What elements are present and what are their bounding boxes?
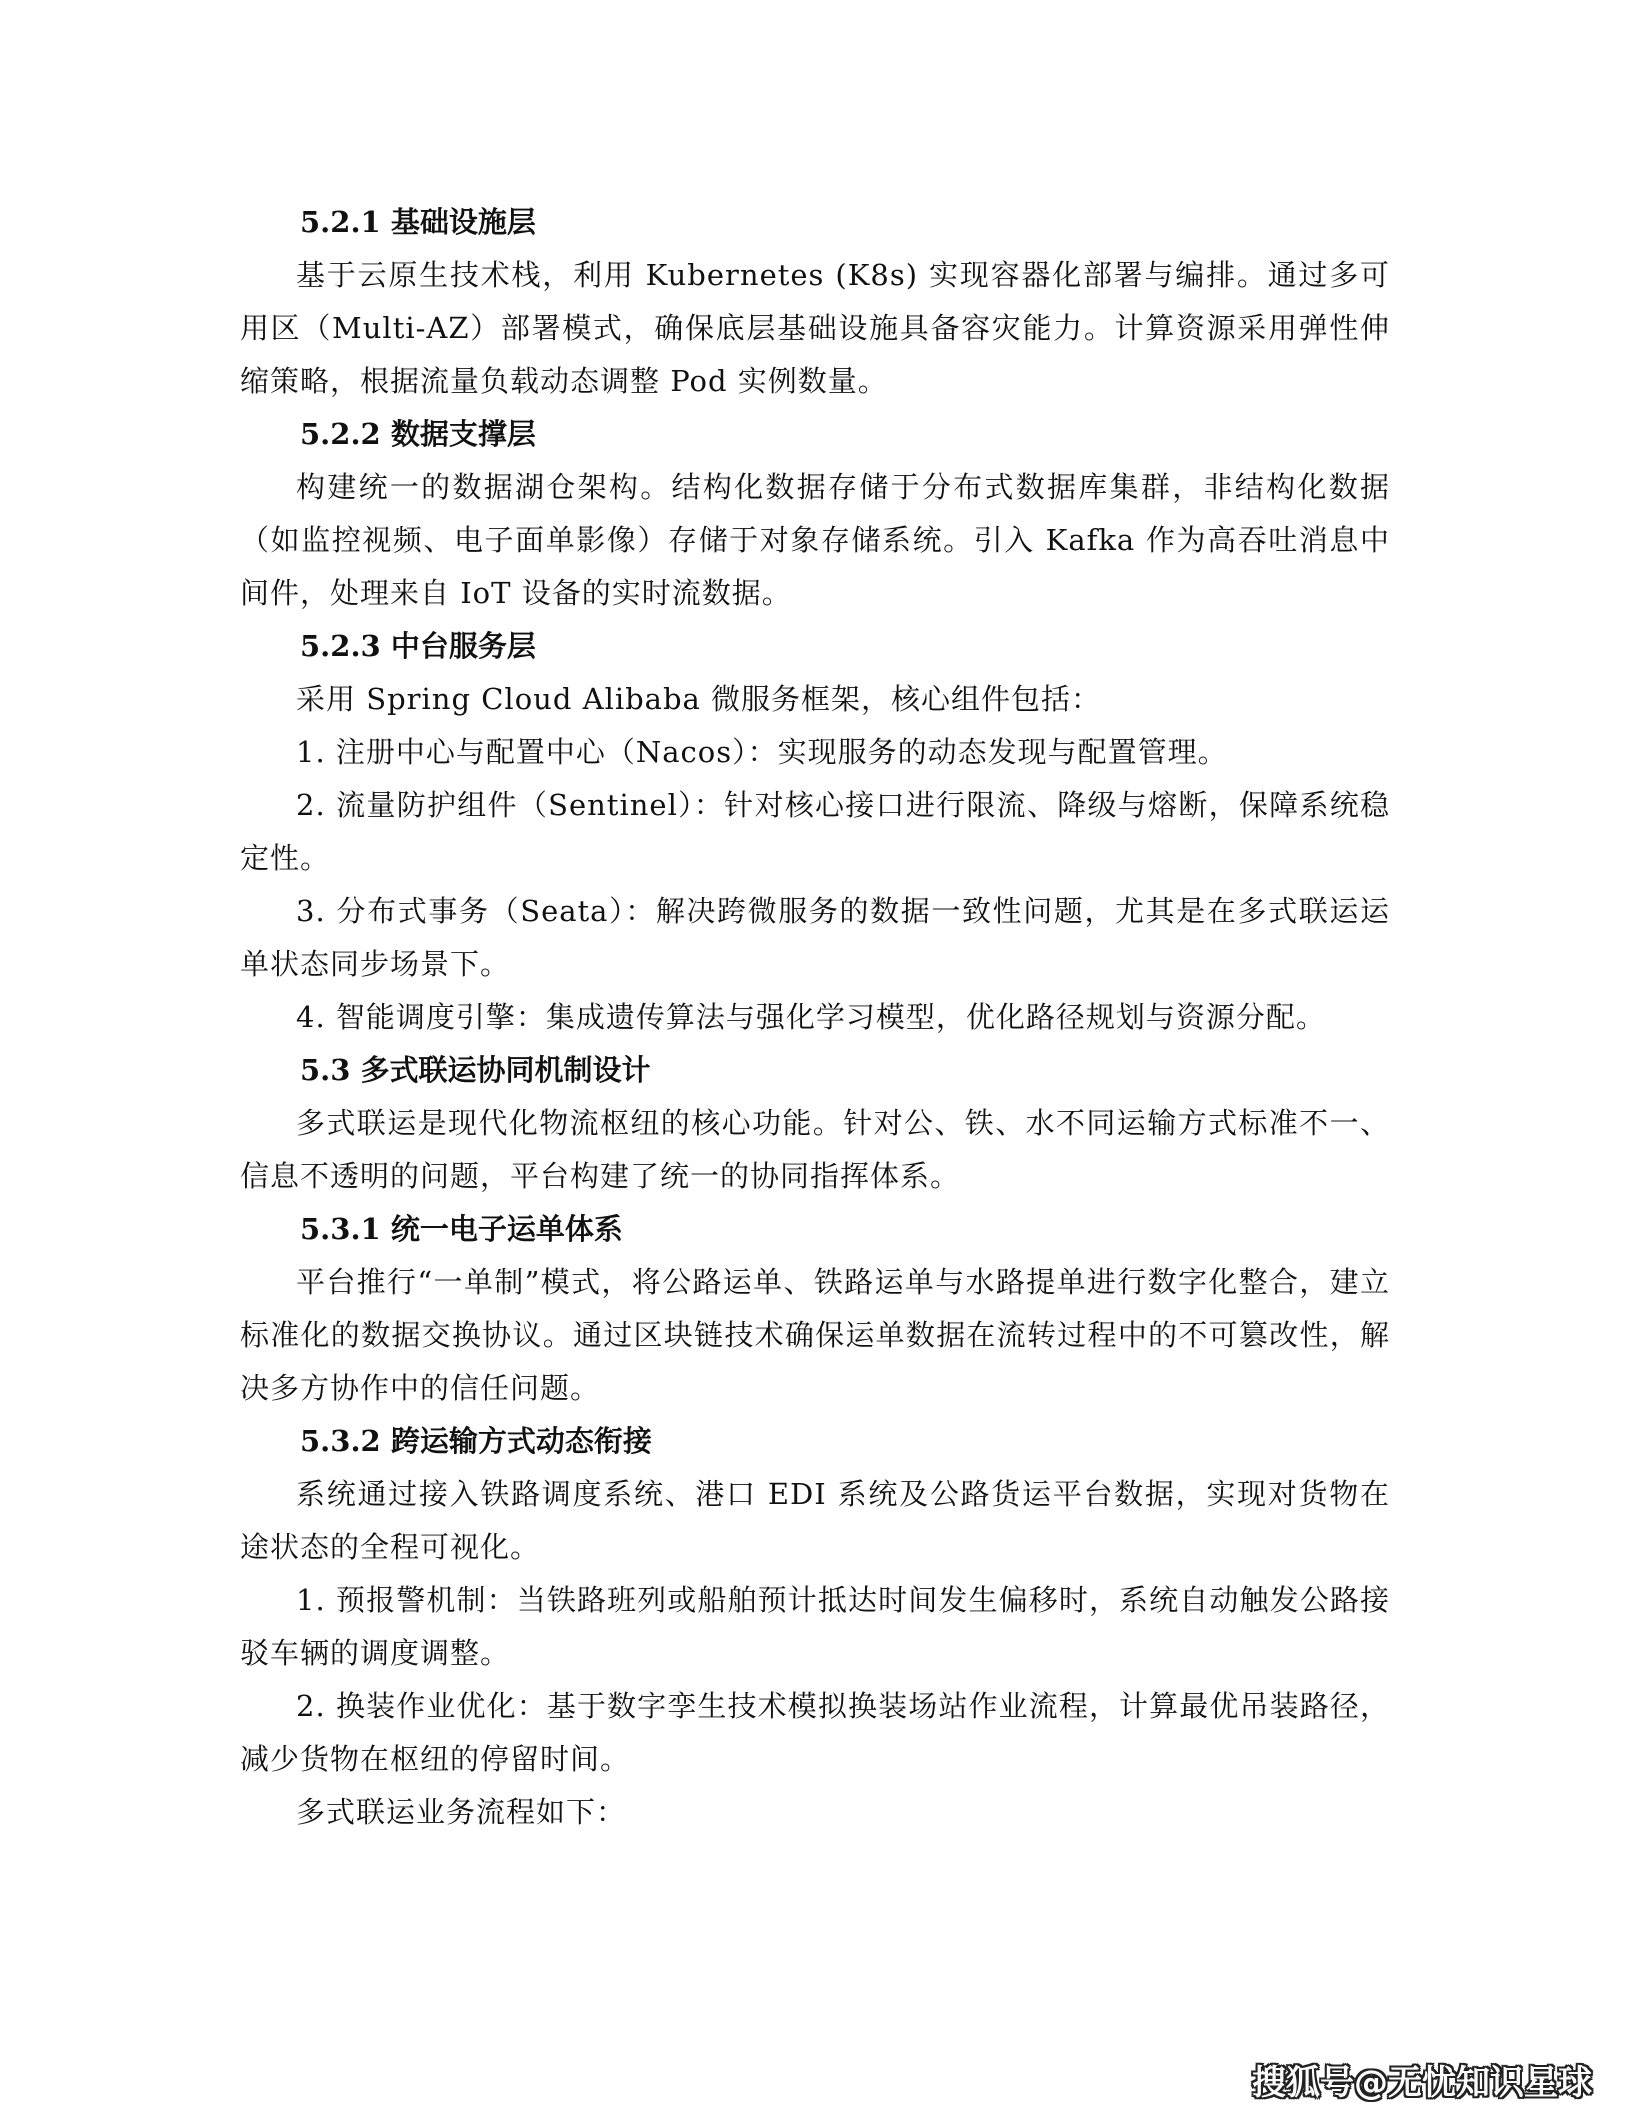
paragraph: 基于云原生技术栈，利用 Kubernetes (K8s) 实现容器化部署与编排。通过多可用区（Multi-AZ）部署模式，确保底层基础设施具备容灾能力。计算资源采用弹性伸缩策略，根据流量负载动态调整 Pod 实例数量。 xyxy=(240,258,1390,398)
section-heading: 5.3.2 跨运输方式动态衔接 xyxy=(300,1424,652,1458)
paragraph: 构建统一的数据湖仓架构。结构化数据存储于分布式数据库集群，非结构化数据（如监控视频、电子面单影像）存储于对象存储系统。引入 Kafka 作为高吞吐消息中间件，处理来自 IoT 设备的实时流数据。 xyxy=(240,470,1390,610)
list-item: 1. 预报警机制：当铁路班列或船舶预计抵达时间发生偏移时，系统自动触发公路接驳车辆的调度调整。 xyxy=(240,1583,1390,1670)
paragraph: 采用 Spring Cloud Alibaba 微服务框架，核心组件包括： xyxy=(296,682,1102,716)
paragraph: 系统通过接入铁路调度系统、港口 EDI 系统及公路货运平台数据，实现对货物在途状态的全程可视化。 xyxy=(240,1477,1390,1564)
paragraph: 多式联运业务流程如下： xyxy=(296,1795,627,1829)
watermark: 搜狐号@无忧知识星球 xyxy=(1252,2063,1592,2103)
section-heading: 5.3.1 统一电子运单体系 xyxy=(300,1212,623,1246)
paragraph: 多式联运是现代化物流枢纽的核心功能。针对公、铁、水不同运输方式标准不一、信息不透明的问题，平台构建了统一的协同指挥体系。 xyxy=(240,1106,1390,1193)
paragraph: 平台推行“一单制”模式，将公路运单、铁路运单与水路提单进行数字化整合，建立标准化的数据交换协议。通过区块链技术确保运单数据在流转过程中的不可篡改性，解决多方协作中的信任问题。 xyxy=(240,1265,1390,1405)
list-item: 2. 换装作业优化：基于数字孪生技术模拟换装场站作业流程，计算最优吊装路径，减少货物在枢纽的停留时间。 xyxy=(240,1689,1390,1776)
document-body xyxy=(240,196,1390,1839)
section-heading: 5.2.3 中台服务层 xyxy=(300,629,536,663)
section-heading: 5.2.1 基础设施层 xyxy=(300,205,536,239)
list-item: 4. 智能调度引擎：集成遗传算法与强化学习模型，优化路径规划与资源分配。 xyxy=(296,1000,1326,1034)
list-item: 3. 分布式事务（Seata）：解决跨微服务的数据一致性问题，尤其是在多式联运运单状态同步场景下。 xyxy=(240,894,1390,981)
list-item: 2. 流量防护组件（Sentinel）：针对核心接口进行限流、降级与熔断，保障系统稳定性。 xyxy=(240,788,1390,875)
list-item: 1. 注册中心与配置中心（Nacos）：实现服务的动态发现与配置管理。 xyxy=(296,735,1228,769)
section-heading: 5.2.2 数据支撑层 xyxy=(300,417,536,451)
section-heading: 5.3 多式联运协同机制设计 xyxy=(300,1053,651,1087)
